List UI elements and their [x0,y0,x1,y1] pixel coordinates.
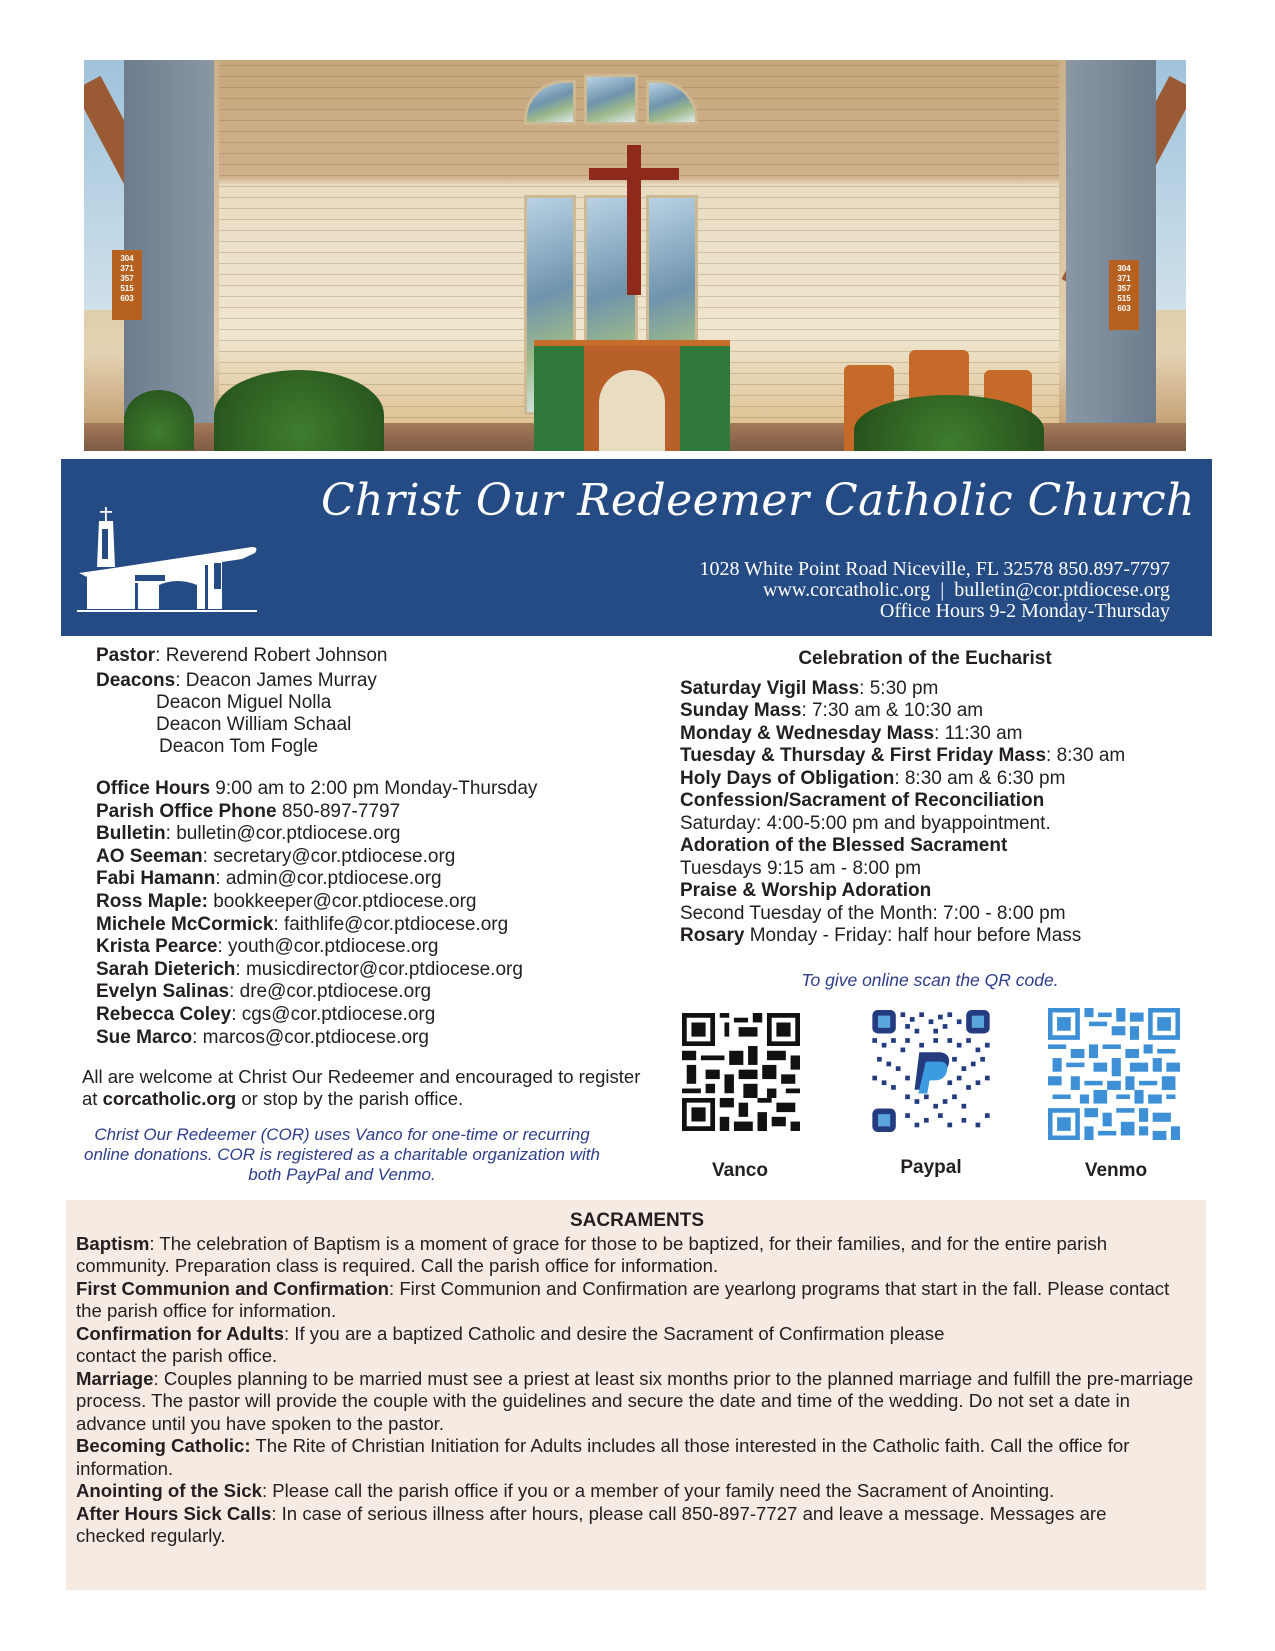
contact-email[interactable]: bookkeeper@cor.ptdiocese.org [207,890,477,912]
contact-label: Michele McCormick [96,913,274,935]
contact-label: Rebecca Coley [96,1003,232,1025]
contact-label: Parish Office Phone [96,800,277,822]
hymn-board-left: 304 371 357 515 603 [112,250,142,320]
pastor-label: Pastor [96,645,156,666]
sacrament-item: Marriage: Couples planning to be married must see a priest at least six months prior to the planned marriage and fulfill the pre-marriage process. The pastor will provide the couple with the guidelines and secure the date and time of the wedding. Do not set a date in advance until you have spoken to the pastor. [76,1367,1194,1434]
web-email-line: www.corcatholic.org | bulletin@cor.ptdiocese.org [763,579,1170,601]
staff-contacts-list [96,778,537,1049]
venmo-qr-code-icon[interactable] [1048,1008,1180,1140]
deacon-name: Deacon Tom Fogle [159,736,319,757]
contact-label: AO Seeman [96,845,203,867]
crucifix-crossbar [589,168,679,180]
contact-label: Krista Pearce [96,936,218,958]
clergy-list [96,645,636,758]
contact-label: Office Hours [96,778,211,799]
deacon-name: Deacon Miguel Nolla [156,692,332,713]
donation-note: Christ Our Redeemer (COR) uses Vanco for one-time or recurring online donations. COR is registered as a charitable organization with both PayPal and Venmo. [84,1125,600,1184]
sacraments-section [66,1200,1206,1590]
contact-label: Ross Maple: [96,890,208,912]
contact-email[interactable]: : bulletin@cor.ptdiocese.org [165,823,401,845]
sacrament-item: Baptism: The celebration of Baptism is a moment of grace for those to be baptized, for their families, and for the entire parish community. Preparation class is required. Call the parish office for information. [76,1232,1108,1276]
contact-label: Evelyn Salinas [96,981,230,1003]
pillar-right [1066,60,1156,451]
sacraments-heading: SACRAMENTS [569,1210,705,1231]
contact-email[interactable]: : admin@cor.ptdiocese.org [215,868,442,890]
contact-row [96,801,537,824]
schedule-row: Second Tuesday of the Month: 7:00 - 8:00 pm [680,902,1066,924]
contact-row [96,778,537,801]
contact-email[interactable]: : secretary@cor.ptdiocese.org [202,845,456,867]
schedule-row: Confession/Sacrament of Reconciliation [680,790,1045,811]
schedule-row: Adoration of the Blessed Sacrament [680,835,1008,856]
paypal-qr-code-icon[interactable] [872,1010,990,1132]
church-contact-block [699,559,1170,622]
contact-row [96,823,537,846]
contact-email[interactable]: : youth@cor.ptdiocese.org [217,936,439,958]
contact-value: 850-897-7797 [276,800,401,822]
deacons-label: Deacons [96,670,176,691]
sacrament-item: Becoming Catholic: The Rite of Christian Initiation for Adults includes all those interested in the Catholic faith. Call the office for information. [76,1435,1130,1479]
plant-far-left [124,390,194,450]
contact-row [96,936,537,959]
mass-schedule [680,648,1220,948]
contact-row [96,914,537,937]
contact-row [96,1027,537,1050]
pastor-row [96,645,636,667]
contact-email[interactable]: : dre@cor.ptdiocese.org [229,981,432,1003]
contact-email[interactable]: : marcos@cor.ptdiocese.org [192,1026,429,1048]
schedule-row: Holy Days of Obligation: 8:30 am & 6:30 pm [680,767,1066,789]
sacrament-item: Anointing of the Sick: Please call the parish office if you or a member of your family need the Sacrament of Anointing. [76,1480,1055,1501]
schedule-row: Rosary Monday - Friday: half hour before Mass [680,925,1082,946]
contact-row [96,1004,537,1027]
church-header-banner [61,459,1212,636]
contact-label: Sue Marco [96,1026,193,1048]
deacon-name: Deacon William Schaal [156,714,352,735]
sacrament-item: After Hours Sick Calls: In case of serious illness after hours, please call 850-897-7727 and leave a message. Messages are checked regularly. [76,1502,1107,1546]
contact-label: Sarah Dieterich [96,958,236,980]
contact-row [96,891,537,914]
contact-row [96,959,537,982]
vanco-label: Vanco [712,1160,768,1181]
altar-arch [599,370,665,451]
schedule-row: Saturday: 4:00-5:00 pm and byappointment. [680,812,1051,834]
contact-label: Bulletin [96,823,166,845]
contact-row [96,868,537,891]
schedule-row: Saturday Vigil Mass: 5:30 pm [680,677,939,699]
hymn-board-right: 304 371 357 515 603 [1109,260,1139,330]
schedule-row: Praise & Worship Adoration [680,880,932,901]
contact-email[interactable]: : musicdirector@cor.ptdiocese.org [235,958,523,980]
plant-left [214,370,384,451]
schedule-row: Sunday Mass: 7:30 am & 10:30 am [680,700,984,721]
church-name-title: Christ Our Redeemer Catholic Church [321,475,1196,526]
contact-value: 9:00 am to 2:00 pm Monday-Thursday [210,778,538,799]
vanco-qr-code-icon[interactable] [682,1013,800,1131]
mass-schedule-heading: Celebration of the Eucharist [798,648,1052,669]
contact-row [96,846,537,869]
arched-window-center [584,74,638,125]
church-building-logo-icon [77,499,257,614]
deacon-name: : Deacon James Murray [175,670,377,691]
welcome-text: All are welcome at Christ Our Redeemer and encouraged to register at corcatholic.org or stop by the parish office. [82,1066,641,1109]
website-link[interactable]: corcatholic.org [102,1088,237,1109]
pastor-name: : Reverend Robert Johnson [155,645,388,666]
contact-email[interactable]: : cgs@cor.ptdiocese.org [231,1003,436,1025]
contact-row [96,981,537,1004]
qr-giving-prompt: To give online scan the QR code. [801,970,1059,990]
sacrament-item: Confirmation for Adults: If you are a baptized Catholic and desire the Sacrament of Confirmation please contact the parish office. [76,1322,945,1366]
schedule-row: Tuesday & Thursday & First Friday Mass: 8:30 am [680,745,1126,766]
deacons-row [96,670,636,692]
office-hours-line: Office Hours 9-2 Monday-Thursday [879,600,1170,622]
church-sanctuary-photo [84,60,1186,451]
contact-label: Fabi Hamann [96,868,216,890]
sacrament-item: First Communion and Confirmation: First Communion and Confirmation are yearlong programs that start in the fall. Please contact the parish office for information. [76,1277,1170,1321]
schedule-row: Tuesdays 9:15 am - 8:00 pm [680,857,922,879]
venmo-label: Venmo [1084,1160,1148,1181]
paypal-label: Paypal [900,1157,962,1178]
contact-email[interactable]: : faithlife@cor.ptdiocese.org [273,913,509,935]
address-line: 1028 White Point Road Niceville, FL 32578 850.897-7797 [699,558,1170,580]
schedule-row: Monday & Wednesday Mass: 11:30 am [680,722,1023,744]
